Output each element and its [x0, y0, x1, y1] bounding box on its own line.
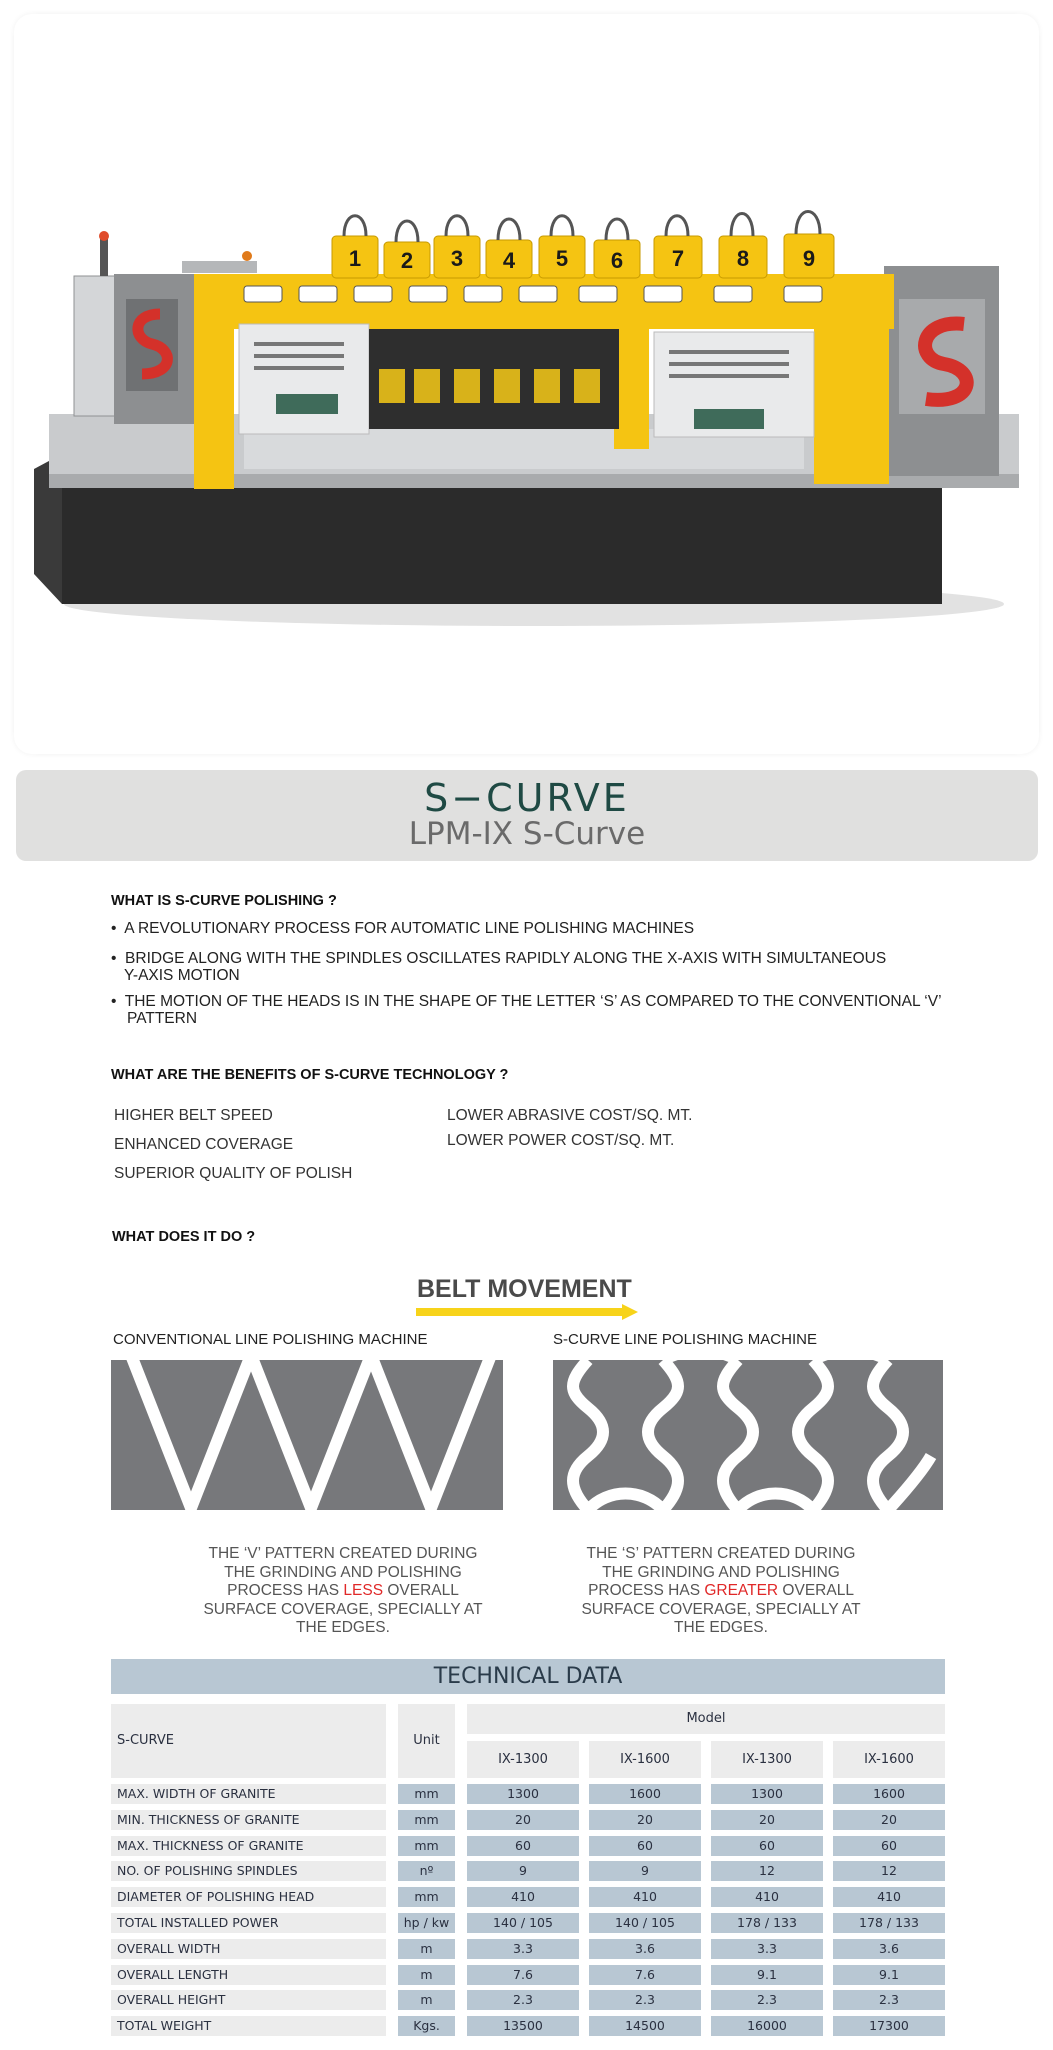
model-column-header: IX-1300 [711, 1741, 823, 1778]
row-unit: m [398, 1990, 455, 2010]
row-value: 9 [467, 1861, 579, 1881]
row-value: 178 / 133 [833, 1913, 945, 1933]
row-value: 410 [589, 1887, 701, 1907]
row-value: 60 [589, 1836, 701, 1856]
row-value: 2.3 [711, 1990, 823, 2010]
spindle-number: 8 [736, 246, 750, 271]
model-title: LPM-IX S-Curve [408, 816, 646, 852]
row-value: 60 [467, 1836, 579, 1856]
row-value: 7.6 [589, 1965, 701, 1985]
spindle-number: 2 [400, 248, 414, 273]
model-column-header: IX-1300 [467, 1741, 579, 1778]
spindle-number: 3 [450, 246, 464, 271]
row-unit: mm [398, 1836, 455, 1856]
spindle-number: 9 [802, 246, 816, 271]
benefit-item: LOWER POWER COST/SQ. MT. [447, 1132, 675, 1149]
row-unit: mm [398, 1887, 455, 1907]
row-label: OVERALL WIDTH [111, 1939, 386, 1959]
row-label: MIN. THICKNESS OF GRANITE [111, 1810, 386, 1830]
row-value: 410 [833, 1887, 945, 1907]
model-column-header: IX-1600 [833, 1741, 945, 1778]
v-pattern-diagram [111, 1360, 503, 1510]
row-label: MAX. WIDTH OF GRANITE [111, 1784, 386, 1804]
row-value: 60 [711, 1836, 823, 1856]
what-does-heading: WHAT DOES IT DO ? [112, 1229, 256, 1245]
bullet-item: • A REVOLUTIONARY PROCESS FOR AUTOMATIC LINE POLISHING MACHINES [111, 920, 695, 937]
row-value: 20 [833, 1810, 945, 1830]
row-value: 9.1 [833, 1965, 945, 1985]
s-pattern-description: THE ‘S’ PATTERN CREATED DURING THE GRINDING AND POLISHING PROCESS HAS GREATER OVERALL SURFACE COVERAGE, SPECIALLY AT THE EDGES. [581, 1545, 861, 1636]
row-value: 2.3 [589, 1990, 701, 2010]
row-value: 20 [589, 1810, 701, 1830]
row-unit: hp / kw [398, 1913, 455, 1933]
spindle-number: 6 [610, 248, 624, 273]
row-value: 2.3 [833, 1990, 945, 2010]
row-value: 7.6 [467, 1965, 579, 1985]
row-value: 2.3 [467, 1990, 579, 2010]
model-header: Model [467, 1704, 945, 1734]
s-pattern-diagram [553, 1360, 943, 1510]
row-value: 178 / 133 [711, 1913, 823, 1933]
row-unit: mm [398, 1784, 455, 1804]
belt-movement-title: BELT MOVEMENT [417, 1275, 632, 1303]
row-value: 1600 [589, 1784, 701, 1804]
row-unit: nº [398, 1861, 455, 1881]
spindle-number: 7 [671, 246, 685, 271]
belt-arrow-icon [416, 1304, 638, 1320]
benefit-item: HIGHER BELT SPEED [114, 1107, 273, 1124]
benefit-item: SUPERIOR QUALITY OF POLISH [114, 1165, 353, 1182]
row-value: 3.3 [711, 1939, 823, 1959]
row-value: 60 [833, 1836, 945, 1856]
row-value: 20 [467, 1810, 579, 1830]
row-value: 3.6 [589, 1939, 701, 1959]
benefit-item: LOWER ABRASIVE COST/SQ. MT. [447, 1107, 693, 1124]
row-value: 17300 [833, 2016, 945, 2036]
row-label: OVERALL HEIGHT [111, 1990, 386, 2010]
model-column-header: IX-1600 [589, 1741, 701, 1778]
row-label: MAX. THICKNESS OF GRANITE [111, 1836, 386, 1856]
title-band [16, 770, 1038, 861]
v-pattern-description: THE ‘V’ PATTERN CREATED DURING THE GRINDING AND POLISHING PROCESS HAS LESS OVERALL SURFACE COVERAGE, SPECIALLY AT THE EDGES. [203, 1545, 483, 1636]
row-value: 3.3 [467, 1939, 579, 1959]
what-is-heading: WHAT IS S-CURVE POLISHING ? [111, 893, 337, 909]
benefits-heading: WHAT ARE THE BENEFITS OF S-CURVE TECHNOLOGY ? [111, 1067, 509, 1083]
bullet-item: • THE MOTION OF THE HEADS IS IN THE SHAPE OF THE LETTER ‘S’ AS COMPARED TO THE CONVENTIONAL ‘V’ PATTERN [111, 993, 942, 1027]
row-label: TOTAL INSTALLED POWER [111, 1913, 386, 1933]
row-value: 3.6 [833, 1939, 945, 1959]
row-value: 1600 [833, 1784, 945, 1804]
benefit-item: ENHANCED COVERAGE [114, 1136, 294, 1153]
row-value: 140 / 105 [589, 1913, 701, 1933]
row-value: 9.1 [711, 1965, 823, 1985]
row-value: 1300 [711, 1784, 823, 1804]
row-value: 410 [711, 1887, 823, 1907]
brand-logo-text: S−CURVE [424, 776, 630, 820]
row-unit: Kgs. [398, 2016, 455, 2036]
row-label: TOTAL WEIGHT [111, 2016, 386, 2036]
row-value: 12 [711, 1861, 823, 1881]
spindle-number: 1 [348, 246, 362, 271]
row-value: 13500 [467, 2016, 579, 2036]
s-curve-caption: S-CURVE LINE POLISHING MACHINE [553, 1331, 817, 1348]
technical-data-heading: TECHNICAL DATA [111, 1659, 945, 1694]
bullet-item: • BRIDGE ALONG WITH THE SPINDLES OSCILLATES RAPIDLY ALONG THE X-AXIS WITH SIMULTANEOUS Y-AXIS MOTION [111, 950, 887, 984]
row-unit: m [398, 1965, 455, 1985]
spindle-number: 5 [555, 246, 569, 271]
row-value: 140 / 105 [467, 1913, 579, 1933]
row-value: 20 [711, 1810, 823, 1830]
row-value: 1300 [467, 1784, 579, 1804]
row-value: 12 [833, 1861, 945, 1881]
row-unit: mm [398, 1810, 455, 1830]
row-label: OVERALL LENGTH [111, 1965, 386, 1985]
row-label: DIAMETER OF POLISHING HEAD [111, 1887, 386, 1907]
polishing-machine-image [14, 14, 1039, 754]
unit-header: Unit [398, 1704, 455, 1778]
row-unit: m [398, 1939, 455, 1959]
table-corner-label: S-CURVE [111, 1704, 386, 1778]
row-label: NO. OF POLISHING SPINDLES [111, 1861, 386, 1881]
row-value: 16000 [711, 2016, 823, 2036]
row-value: 14500 [589, 2016, 701, 2036]
row-value: 410 [467, 1887, 579, 1907]
spindle-number: 4 [502, 248, 516, 273]
conventional-caption: CONVENTIONAL LINE POLISHING MACHINE [113, 1331, 428, 1348]
row-value: 9 [589, 1861, 701, 1881]
